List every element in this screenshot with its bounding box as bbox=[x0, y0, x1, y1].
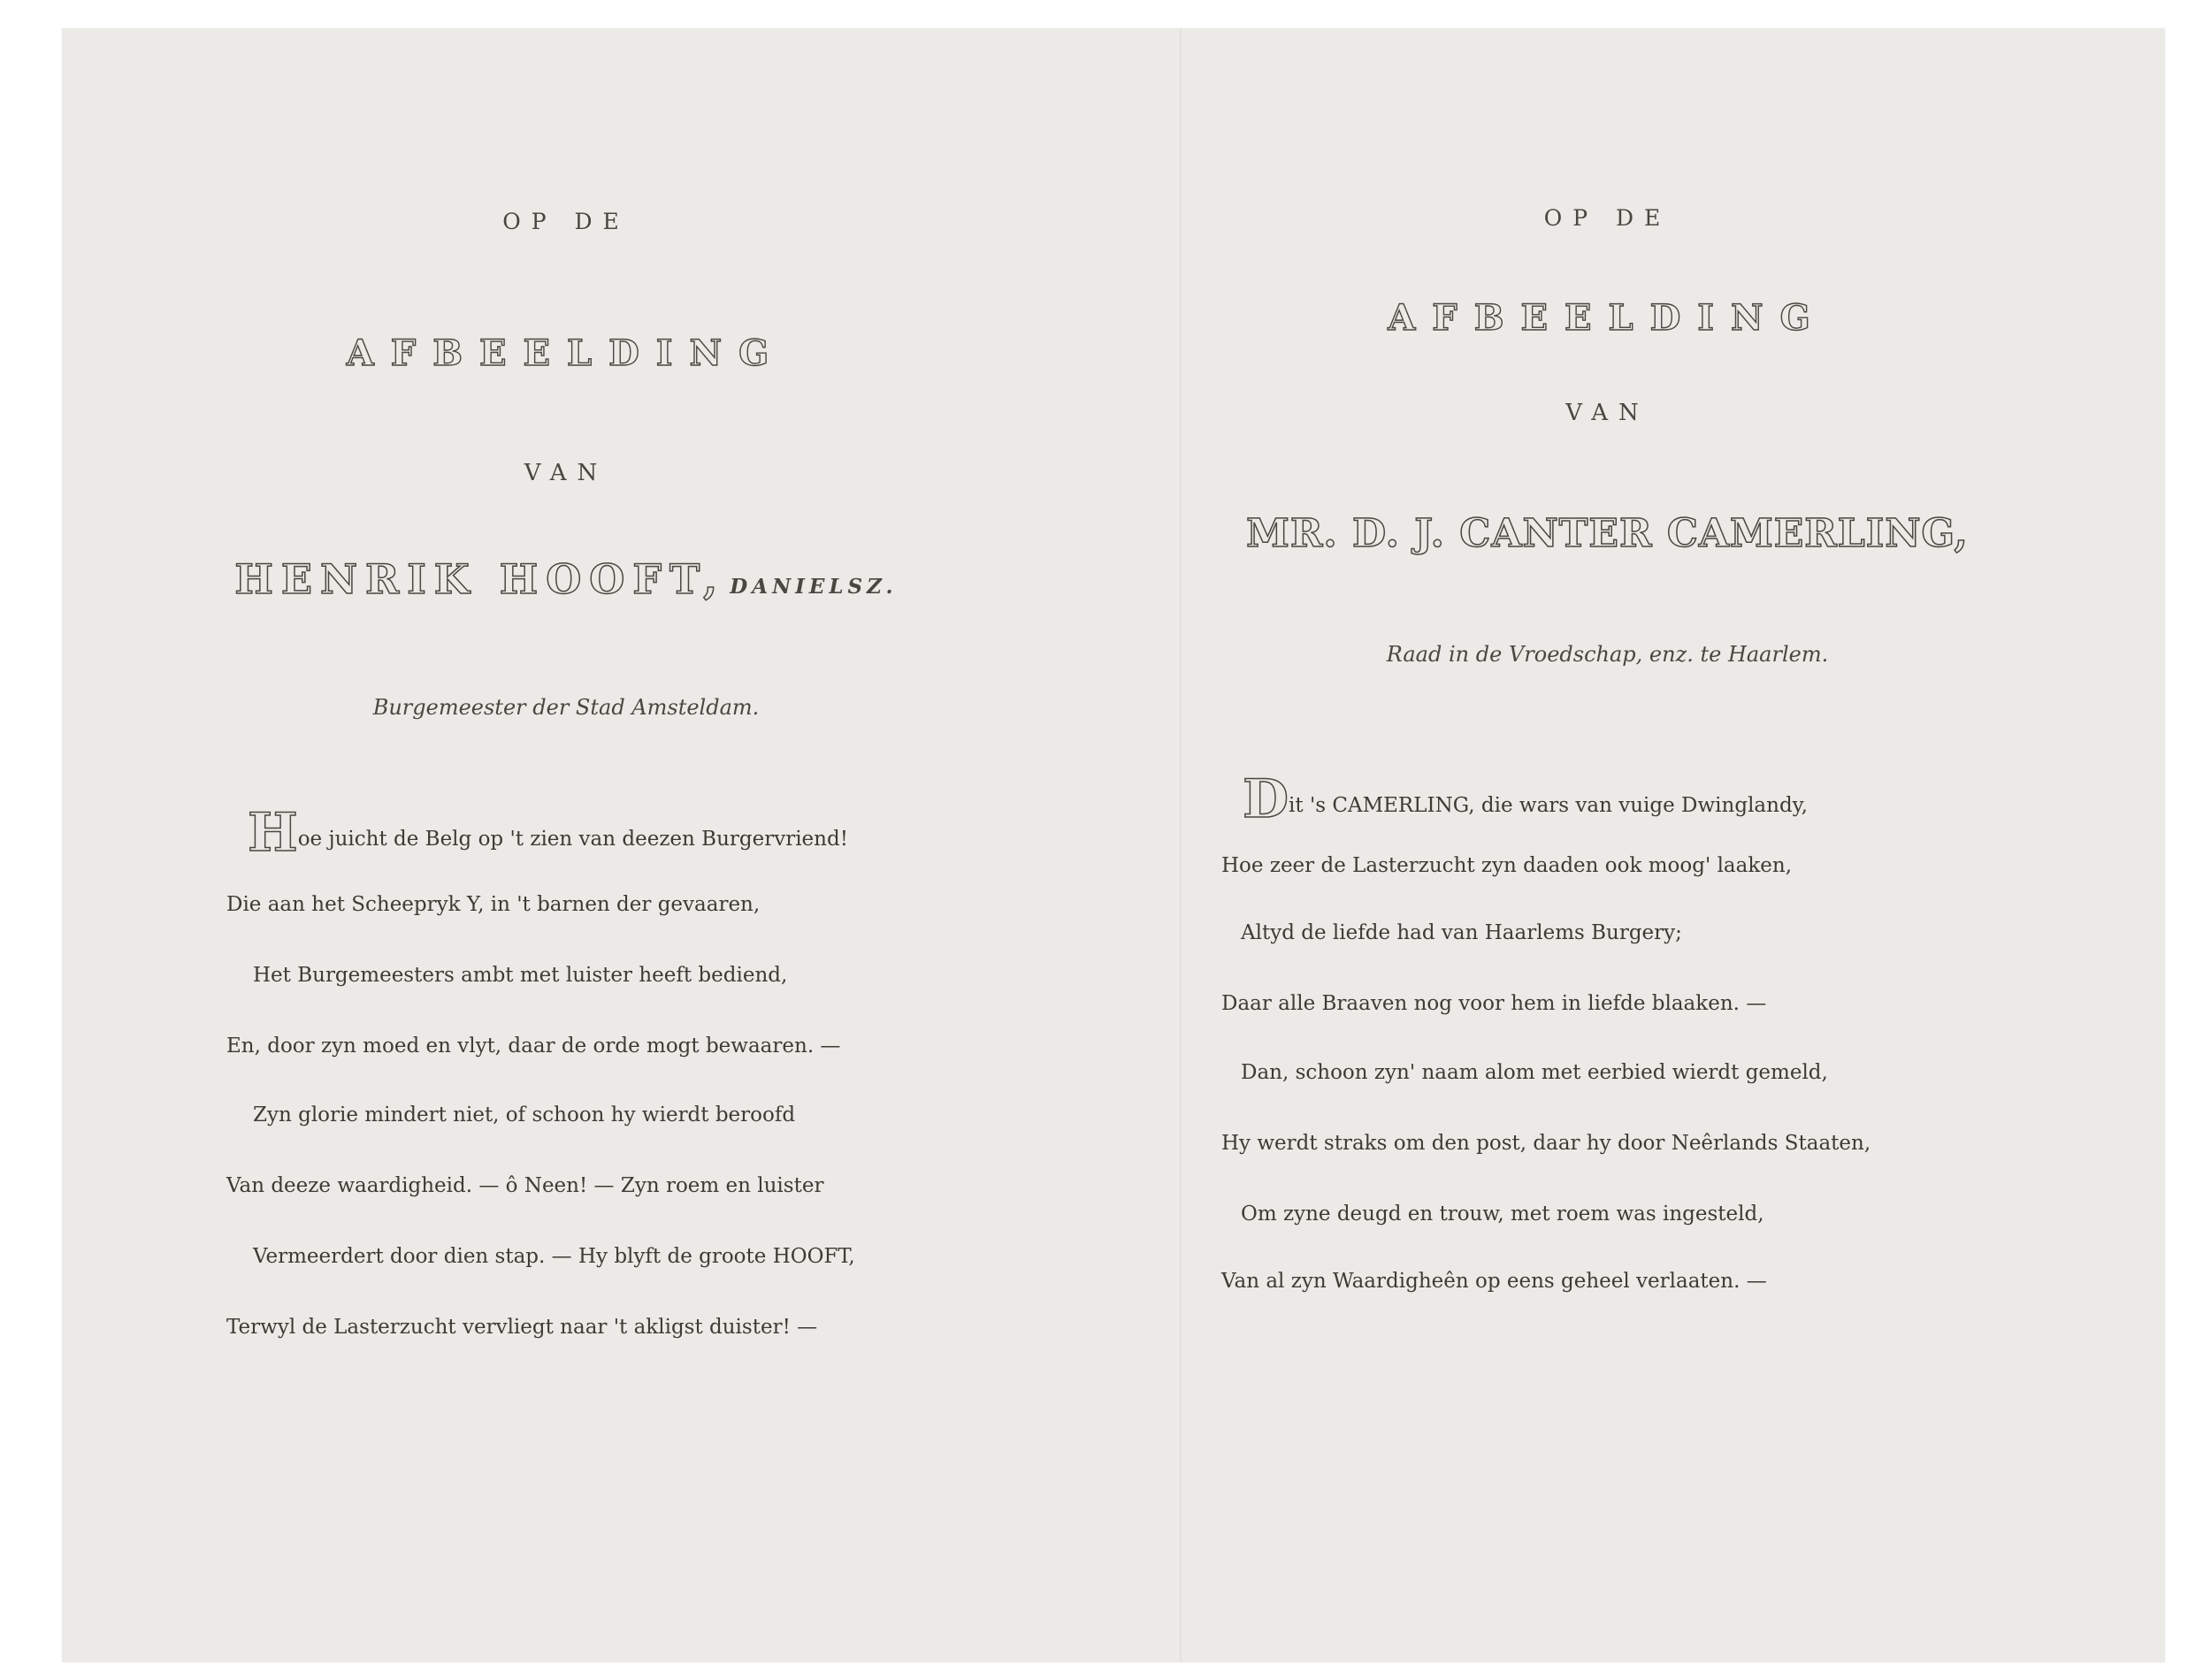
poem-line: Van al zyn Waardigheên op eens geheel verlaaten. — bbox=[1221, 1270, 1767, 1293]
poem-line: Altyd de liefde had van Haarlems Burgery; bbox=[1241, 921, 1682, 944]
poem-line: Vermeerdert door dien stap. — Hy blyft de groote HOOFT, bbox=[253, 1245, 855, 1268]
poem-line: Hoe zeer de Lasterzucht zyn daaden ook moog' laaken, bbox=[1221, 854, 1793, 877]
poem-line: Hoe juicht de Belg op 't zien van deezen Burgervriend! bbox=[248, 802, 848, 864]
poem-line: Daar alle Braaven nog voor hem in liefde blaaken. — bbox=[1221, 992, 1767, 1015]
poem-line: Om zyne deugd en trouw, met roem was ingesteld, bbox=[1241, 1203, 1764, 1226]
right-name-main: MR. D. J. CANTER CAMERLING, bbox=[1246, 511, 1969, 556]
drop-cap: H bbox=[248, 802, 298, 864]
poem-line: Dit 's CAMERLING, die wars van vuige Dwinglandy, bbox=[1243, 768, 1808, 830]
page-fold bbox=[1180, 28, 1182, 1662]
left-name-main: HENRIK HOOFT, bbox=[234, 555, 726, 603]
right-van: VAN bbox=[1565, 400, 1649, 426]
left-name-suffix: DANIELSZ. bbox=[730, 575, 898, 599]
right-op-de: OP DE bbox=[1543, 205, 1672, 231]
poem-line: Het Burgemeesters ambt met luister heeft bediend, bbox=[253, 964, 788, 987]
poem-line: Terwyl de Lasterzucht vervliegt naar 't akligst duister! — bbox=[226, 1316, 818, 1339]
left-subject-name bbox=[195, 555, 937, 603]
poem-line: Zyn glorie mindert niet, of schoon hy wierdt beroofd bbox=[253, 1103, 796, 1126]
poem-line: Van deeze waardigheid. — ô Neen! — Zyn roem en luister bbox=[226, 1174, 824, 1197]
right-afbeelding-heading: AFBEELDING bbox=[1388, 297, 1827, 339]
drop-cap: D bbox=[1243, 768, 1289, 830]
left-op-de: OP DE bbox=[502, 209, 630, 234]
poem-line: Die aan het Scheepryk Y, in 't barnen der gevaaren, bbox=[226, 893, 761, 916]
right-subtitle: Raad in de Vroedschap, enz. te Haarlem. bbox=[1386, 642, 1829, 667]
poem-line: Dan, schoon zyn' naam alom met eerbied wierdt gemeld, bbox=[1241, 1061, 1828, 1084]
left-van: VAN bbox=[524, 460, 608, 486]
poem-line: Hy werdt straks om den post, daar hy door Neêrlands Staaten, bbox=[1221, 1132, 1871, 1155]
left-subtitle: Burgemeester der Stad Amsteldam. bbox=[372, 695, 760, 720]
left-afbeelding-heading: AFBEELDING bbox=[346, 332, 786, 374]
poem-line: En, door zyn moed en vlyt, daar de orde mogt bewaaren. — bbox=[226, 1035, 841, 1058]
right-subject-name bbox=[1207, 511, 2008, 556]
